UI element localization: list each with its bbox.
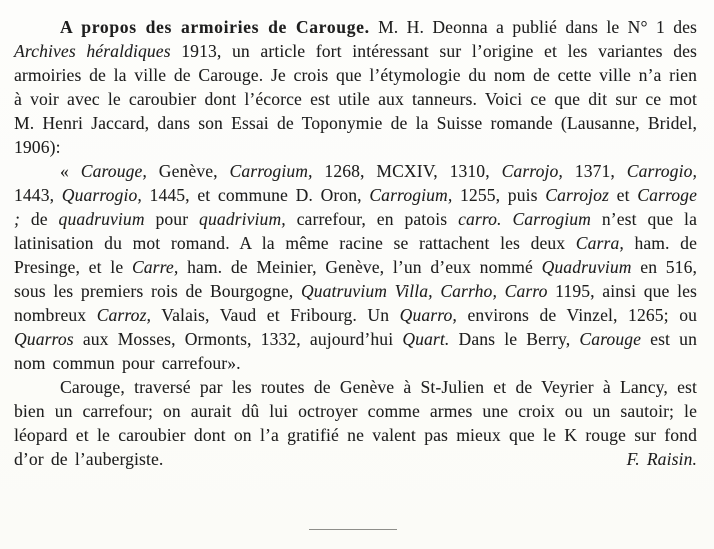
text-segment: 1195, ainsi que les nombreux	[14, 281, 698, 325]
text-segment: Quarro,	[399, 305, 457, 325]
text-block	[14, 15, 697, 471]
paragraph-intro	[14, 15, 697, 159]
text-segment: A propos des armoiries de Carouge.	[60, 17, 370, 37]
text-segment: est un nom commun pour carrefour».	[14, 329, 697, 373]
author-signature: F. Raisin.	[626, 449, 697, 469]
text-segment: Carroz,	[96, 305, 152, 325]
text-segment: Carouge	[579, 329, 642, 349]
text-segment: Quadruvium	[541, 257, 632, 277]
text-segment: 1445, et commune D. Oron,	[141, 185, 370, 205]
paragraph-closing	[14, 375, 697, 471]
text-segment: Carrojo,	[501, 161, 563, 181]
text-segment: Quart.	[402, 329, 450, 349]
text-segment: Dans le Berry,	[449, 329, 580, 349]
text-segment: «	[60, 161, 81, 181]
text-segment: et	[609, 185, 638, 205]
text-segment: n’est que la latinisation du mot romand. A la même racine se rattachent les deux	[14, 209, 697, 253]
text-segment: Carouge,	[80, 161, 147, 181]
text-segment: Carra,	[575, 233, 624, 253]
text-segment: Carrogium,	[369, 185, 453, 205]
text-segment: ham. de Meinier, Genève, l’un d’eux nommé	[178, 257, 542, 277]
text-segment: 1268, MCXIV, 1310,	[312, 161, 502, 181]
text-segment: de	[19, 209, 59, 229]
text-segment: Quarrogio,	[61, 185, 142, 205]
text-segment: Archives héraldiques	[14, 41, 171, 61]
text-segment: Carrojoz	[545, 185, 610, 205]
text-segment: Carrogio,	[626, 161, 698, 181]
text-segment: Quatruvium Villa, Carrho, Carro	[300, 281, 548, 301]
text-segment: Carre,	[131, 257, 179, 277]
paragraph-quotation	[14, 159, 697, 375]
text-segment: Carouge, traversé par les routes de Genève à St-Julien et de Veyrier à Lancy, est bien un carrefour; on aurait dû lui octroyer comme armes une croix ou un sautoir; le léopard et le caroubier dont on l’a gratifié ne valent pas mieux que le K rouge sur fond d’or de l’aubergiste.	[14, 377, 697, 469]
text-segment: Quarros	[14, 329, 74, 349]
text-segment: 1255, puis	[452, 185, 546, 205]
bottom-rule	[309, 529, 397, 530]
text-segment: 1913, un article fort intéressant sur l’origine et les variantes des armoiries de la ville de Carouge. Je crois que l’étymologie du nom de cette ville n’a rien à voir avec le caroubier dont l’écorce est utile aux tanneurs. Voici ce que dit sur ce mot M. Henri Jaccard, dans son Essai de Toponymie de la Suisse romande (Lausanne, Bridel, 1906):	[14, 41, 697, 157]
text-segment: carro. Carrogium	[458, 209, 591, 229]
text-segment: en 516, sous les premiers rois de Bourgogne,	[14, 257, 698, 301]
text-segment: 1443,	[14, 185, 62, 205]
text-segment: aux Mosses, Ormonts, 1332, aujourd’hui	[73, 329, 403, 349]
text-segment: Carroge ;	[14, 185, 697, 229]
text-segment: quadrivium,	[199, 209, 286, 229]
text-segment: quadruvium	[58, 209, 145, 229]
text-segment: ham. de Presinge, et le	[14, 233, 697, 277]
text-segment: M. H. Deonna a publié dans le N° 1 des	[369, 17, 698, 37]
text-segment: Carrogium,	[229, 161, 313, 181]
text-segment: Valais, Vaud et Fribourg. Un	[151, 305, 400, 325]
text-segment: carrefour, en patois	[285, 209, 459, 229]
text-segment: Genève,	[146, 161, 230, 181]
text-segment: environs de Vinzel, 1265; ou	[456, 305, 697, 325]
text-segment: pour	[144, 209, 200, 229]
text-segment: 1371,	[562, 161, 627, 181]
